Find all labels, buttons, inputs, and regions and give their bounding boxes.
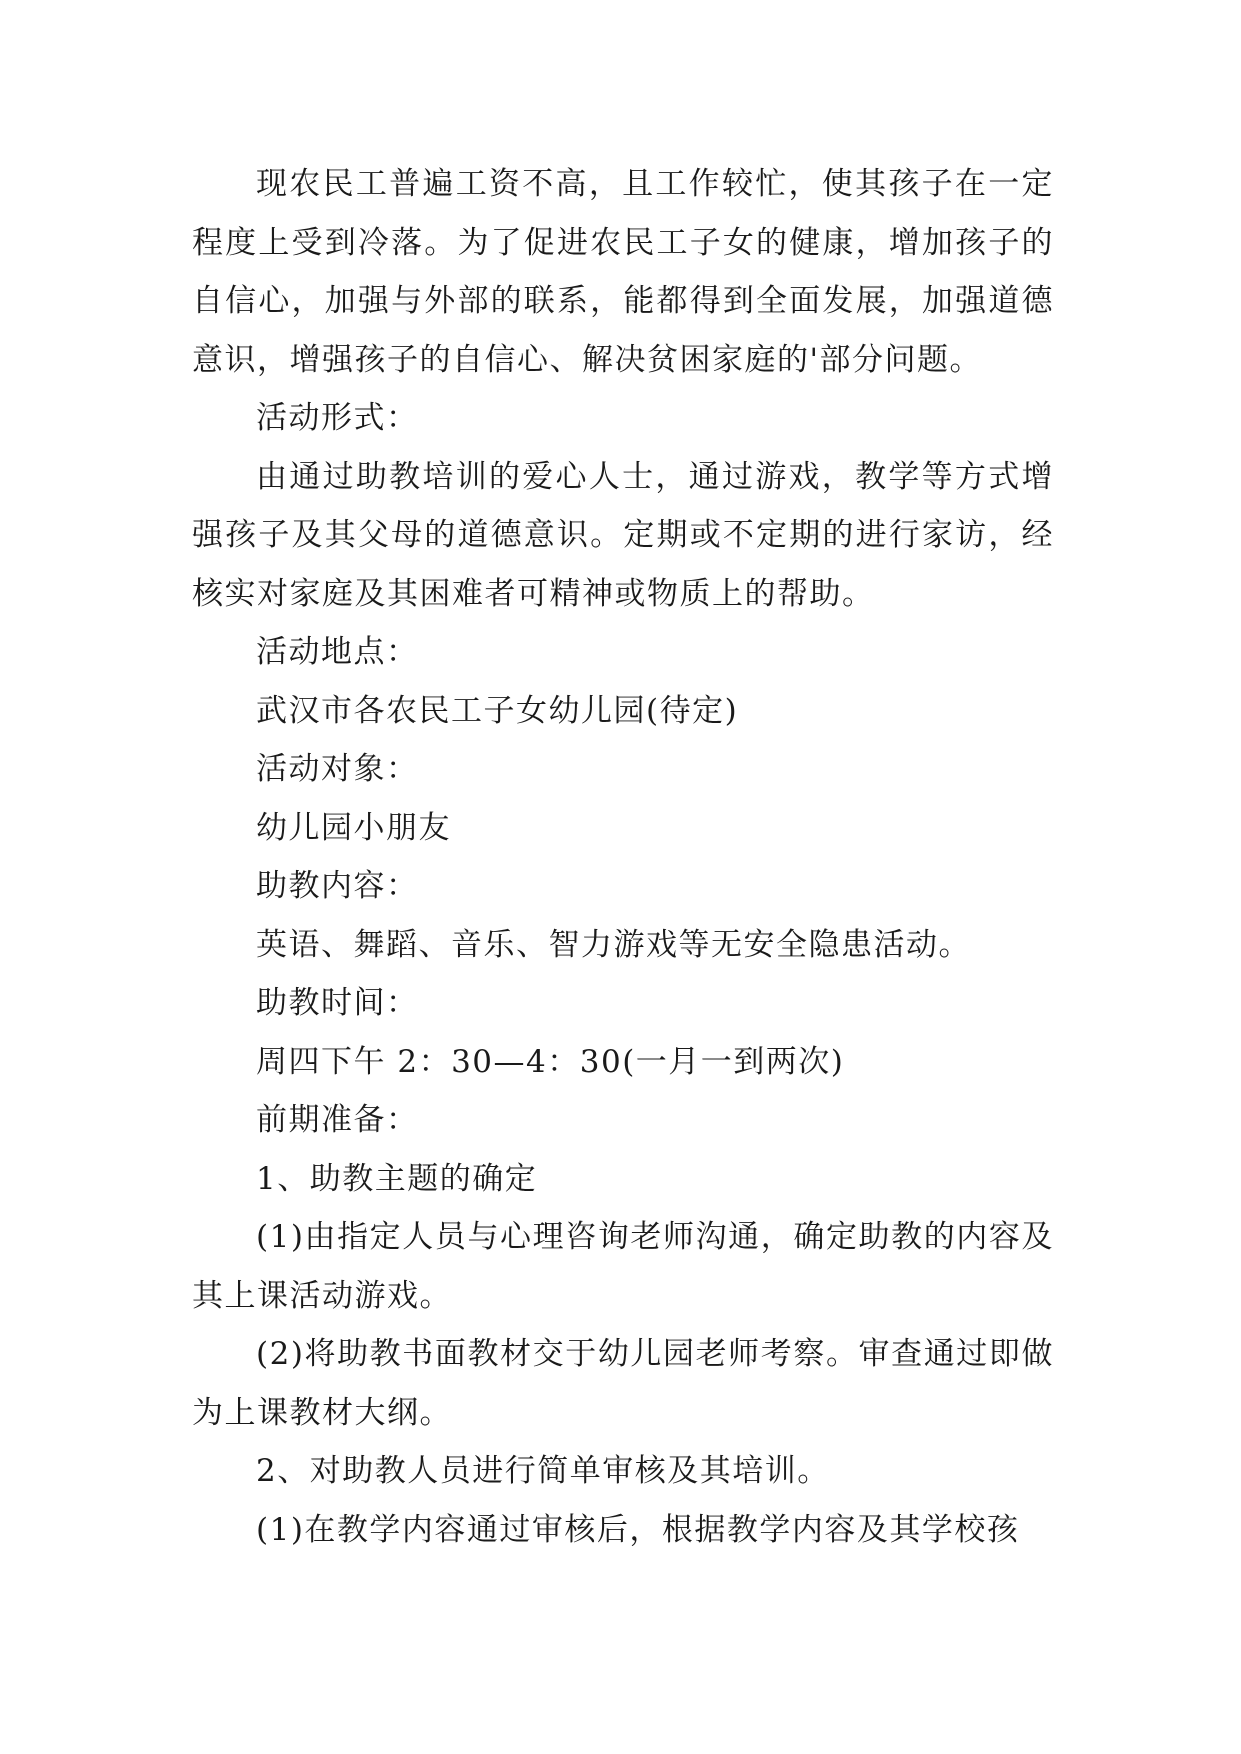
list-item-1-1: (1)由指定人员与心理咨询老师沟通，确定助教的内容及其上课活动游戏。 <box>192 1219 1054 1314</box>
list-item-2: 2、对助教人员进行简单审核及其培训。 <box>256 1453 830 1489</box>
heading-teaching-time: 助教时间： <box>256 985 419 1021</box>
document-body <box>192 155 1054 1559</box>
heading-preparation: 前期准备： <box>256 1102 419 1138</box>
heading-activity-form: 活动形式： <box>256 400 419 436</box>
paragraph-activity-form: 由通过助教培训的爱心人士，通过游戏，教学等方式增强孩子及其父母的道德意识。定期或不定期的进行家访，经核实对家庭及其困难者可精神或物质上的帮助。 <box>192 458 1054 612</box>
list-item-1: 1、助教主题的确定 <box>256 1160 538 1197</box>
list-item-2-1: (1)在教学内容通过审核后，根据教学内容及其学校孩 <box>256 1511 1020 1548</box>
paragraph-activity-location: 武汉市各农民工子女幼儿园(待定) <box>256 692 739 729</box>
paragraph-teaching-content: 英语、舞蹈、音乐、智力游戏等无安全隐患活动。 <box>256 926 971 963</box>
list-item-1-2: (2)将助教书面教材交于幼儿园老师考察。审查通过即做为上课教材大纲。 <box>192 1336 1054 1431</box>
paragraph-intro: 现农民工普遍工资不高，且工作较忙，使其孩子在一定程度上受到冷落。为了促进农民工子女的健康，增加孩子的自信心，加强与外部的联系，能都得到全面发展，加强道德意识，增强孩子的自信心、解决贫困家庭的'部分问题。 <box>192 166 1054 378</box>
paragraph-activity-target: 幼儿园小朋友 <box>256 809 451 846</box>
heading-teaching-content: 助教内容： <box>256 868 419 904</box>
heading-activity-location: 活动地点： <box>256 634 419 670</box>
heading-activity-target: 活动对象： <box>256 751 419 787</box>
paragraph-teaching-time: 周四下午 2：30—4：30(一月一到两次) <box>256 1043 845 1080</box>
